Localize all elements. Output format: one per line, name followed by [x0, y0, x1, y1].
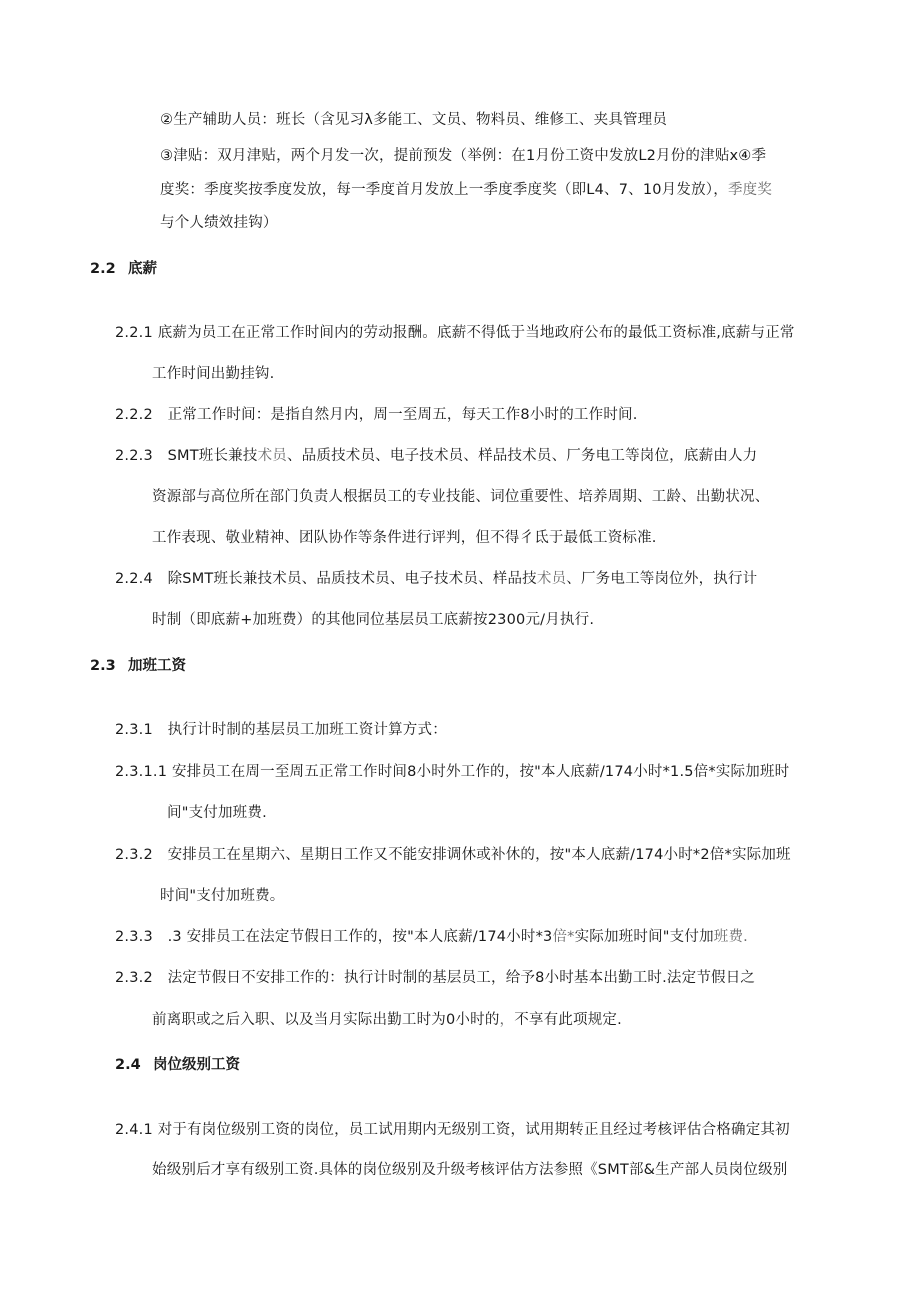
para-2-3-2b-line2	[152, 1010, 622, 1030]
para-2-3-3-line1-grey1: 倍*	[552, 929, 575, 945]
para-2-3-2-line1: 2.3.2 安排员工在星期六、星期日工作又不能安排调休或补休的，按"本人底薪/174小时*2倍*实际加班	[115, 847, 791, 863]
item-allowance-line2-text: 度奖：季度奖按季度发放，每一季度首月发放上一季度季度奖（即L4、7、10月发放），	[160, 182, 728, 198]
para-2-2-3-line1-b: 、品质技术员、电子技术员、样品技术员、厂务电工等岗位，底薪由人力	[286, 448, 758, 464]
para-2-3-1-1-line1: 2.3.1.1 安排员工在周一至周五正常工作时间8小时外工作的，按"本人底薪/174小时*1.5倍*实际加班时	[115, 764, 790, 780]
para-2-2-4-line2: 时制（即底薪+加班费）的其他同位基层员工底薪按2300元/月执行.	[152, 612, 595, 628]
section-heading-2-3	[90, 656, 186, 676]
item-allowance-line1: ③津贴：双月津贴，两个月发一次，提前预发（举例：在1月份工资中发放L2月份的津贴x④季	[160, 148, 767, 164]
para-2-2-4-line1	[115, 569, 757, 589]
item-allowance-line2-grey: 季度奖	[727, 182, 773, 198]
para-2-3-2b-line1: 2.3.2 法定节假日不安排工作的：执行计时制的基层员工，给予8小时基本出勤工时.法定节假日之	[115, 970, 756, 986]
para-2-3-3-line1-b: 实际加班时间"支付加	[574, 929, 714, 945]
para-2-2-3-line1	[115, 446, 757, 466]
section-number-2-2: 2.2	[90, 261, 116, 277]
para-2-4-1-line2: 始级别后才享有级别工资.具体的岗位级别及升级考核评估方法参照《SMT部&生产部人员岗位级别	[152, 1162, 788, 1178]
section-title-2-3: 加班工资	[128, 658, 186, 674]
section-title-2-2: 底薪	[128, 261, 157, 277]
para-2-2-3-line3: 工作表现、敬业精神、团队协作等条件进行评判，但不得彳氐于最低工资标准.	[152, 530, 657, 546]
section-number-2-4: 2.4	[115, 1057, 141, 1073]
para-2-2-3-line1-grey: 术员	[257, 448, 287, 464]
section-number-2-3: 2.3	[90, 658, 116, 674]
section-title-2-4: 岗位级别工资	[153, 1057, 240, 1073]
para-2-2-2-line1: 2.2.2 正常工作时间：是指自然月内，周一至周五，每天工作8小时的工作时间.	[115, 407, 638, 423]
para-2-2-1-line2: 工作时间出勤挂钩.	[152, 366, 275, 382]
para-2-2-3-line1-a: 2.2.3 SMT班长兼技	[115, 448, 258, 464]
para-2-3-1-line1: 2.3.1 执行计时制的基层员工加班工资计算方式：	[115, 722, 447, 738]
para-2-3-3-line1-a: 2.3.3 .3 安排员工在法定节假日工作的，按"本人底薪/174小时*3	[115, 929, 553, 945]
para-2-3-1-1-line2: 间"支付加班费.	[167, 805, 267, 821]
section-heading-2-2	[90, 259, 157, 279]
para-2-3-2b-line2-b: 不享有此项规定.	[514, 1012, 622, 1028]
item-production-support-staff: ②生产辅助人员：班长（含见习λ多能工、文员、物料员、维修工、夹具管理员	[160, 112, 668, 128]
para-2-3-3-line1	[115, 927, 748, 947]
para-2-3-2-line2: 时间"支付加班费。	[160, 888, 285, 904]
para-2-2-4-line1-grey: 术员	[536, 571, 567, 587]
item-allowance-line3: 与个人绩效挂钩）	[160, 215, 278, 231]
para-2-4-1-line1: 2.4.1 对于有岗位级别工资的岗位，员工试用期内无级别工资，试用期转正且经过考核评估合格确定其初	[115, 1122, 790, 1138]
para-2-2-1-line1: 2.2.1 底薪为员工在正常工作时间内的劳动报酬。底薪不得低于当地政府公布的最低工资标准,底薪与正常	[115, 325, 795, 341]
para-2-2-4-line1-a: 2.2.4 除SMT班长兼技术员、品质技术员、电子技术员、样品技	[115, 571, 537, 587]
item-allowance-line2	[160, 180, 772, 200]
para-2-2-4-line1-b: 、厂务电工等岗位外，执行计	[566, 571, 758, 587]
para-2-3-3-line1-grey2: 班费.	[713, 929, 748, 945]
para-2-2-3-line2: 资源部与高位所在部门负责人根据员工的专业技能、词位重要性、培养周期、工龄、出勤状况、	[152, 489, 770, 505]
section-heading-2-4	[115, 1055, 240, 1075]
para-2-3-2b-line2-a: 前离职或之后入职、以及当月实际出勤工时为0小时的	[152, 1012, 500, 1028]
para-2-3-2b-line2-grey: ，	[499, 1012, 515, 1028]
